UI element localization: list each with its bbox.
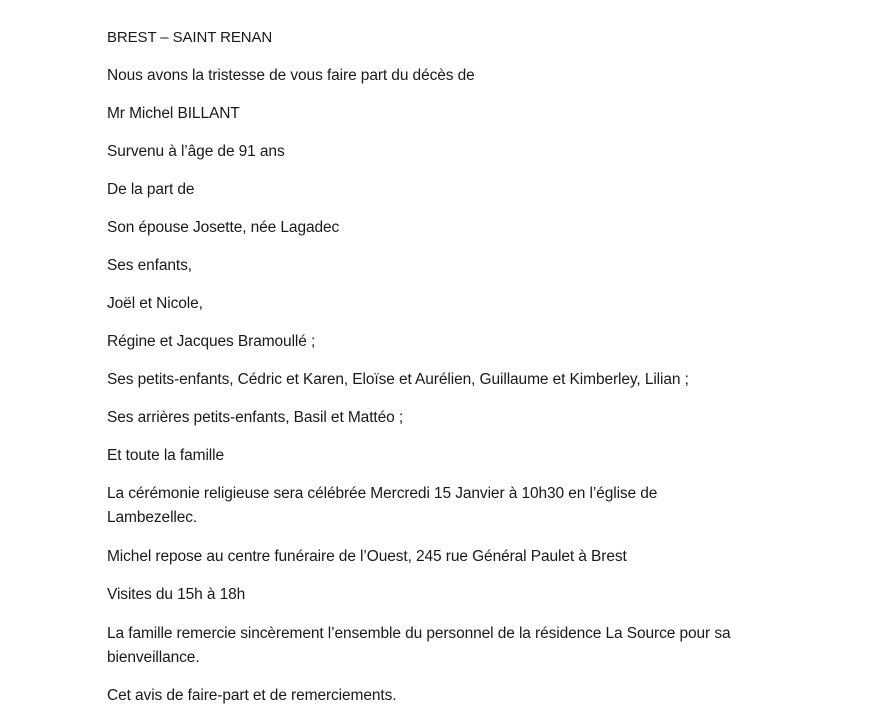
text-line: Survenu à l’âge de 91 ans (107, 143, 285, 160)
text-line: Ses arrières petits-enfants, Basil et Mattéo ; (107, 409, 404, 426)
text-line: La cérémonie religieuse sera célébrée Mercredi 15 Janvier à 10h30 en l’église de (107, 485, 658, 502)
text-line: Ses petits-enfants, Cédric et Karen, Eloïse et Aurélien, Guillaume et Kimberley, Lilian ; (107, 371, 689, 388)
text-line: Visites du 15h à 18h (107, 586, 246, 603)
text-line: Ses enfants, (107, 257, 192, 274)
text-line: Cet avis de faire-part et de remerciements. (107, 687, 397, 704)
text-line: Régine et Jacques Bramoullé ; (107, 333, 316, 350)
document-heading: BREST – SAINT RENAN (107, 29, 273, 46)
text-line: Michel repose au centre funéraire de l’Ouest, 245 rue Général Paulet à Brest (107, 548, 627, 565)
text-line: bienveillance. (107, 649, 200, 666)
text-line: Son épouse Josette, née Lagadec (107, 219, 340, 236)
text-line: De la part de (107, 181, 195, 198)
text-line: Nous avons la tristesse de vous faire part du décès de (107, 67, 475, 84)
text-line: Lambezellec. (107, 509, 198, 526)
text-line: Joël et Nicole, (107, 295, 203, 312)
text-line: Et toute la famille (107, 447, 224, 464)
deceased-name: Mr Michel BILLANT (107, 105, 240, 122)
text-line: La famille remercie sincèrement l’ensemble du personnel de la résidence La Source pour sa (107, 625, 731, 642)
